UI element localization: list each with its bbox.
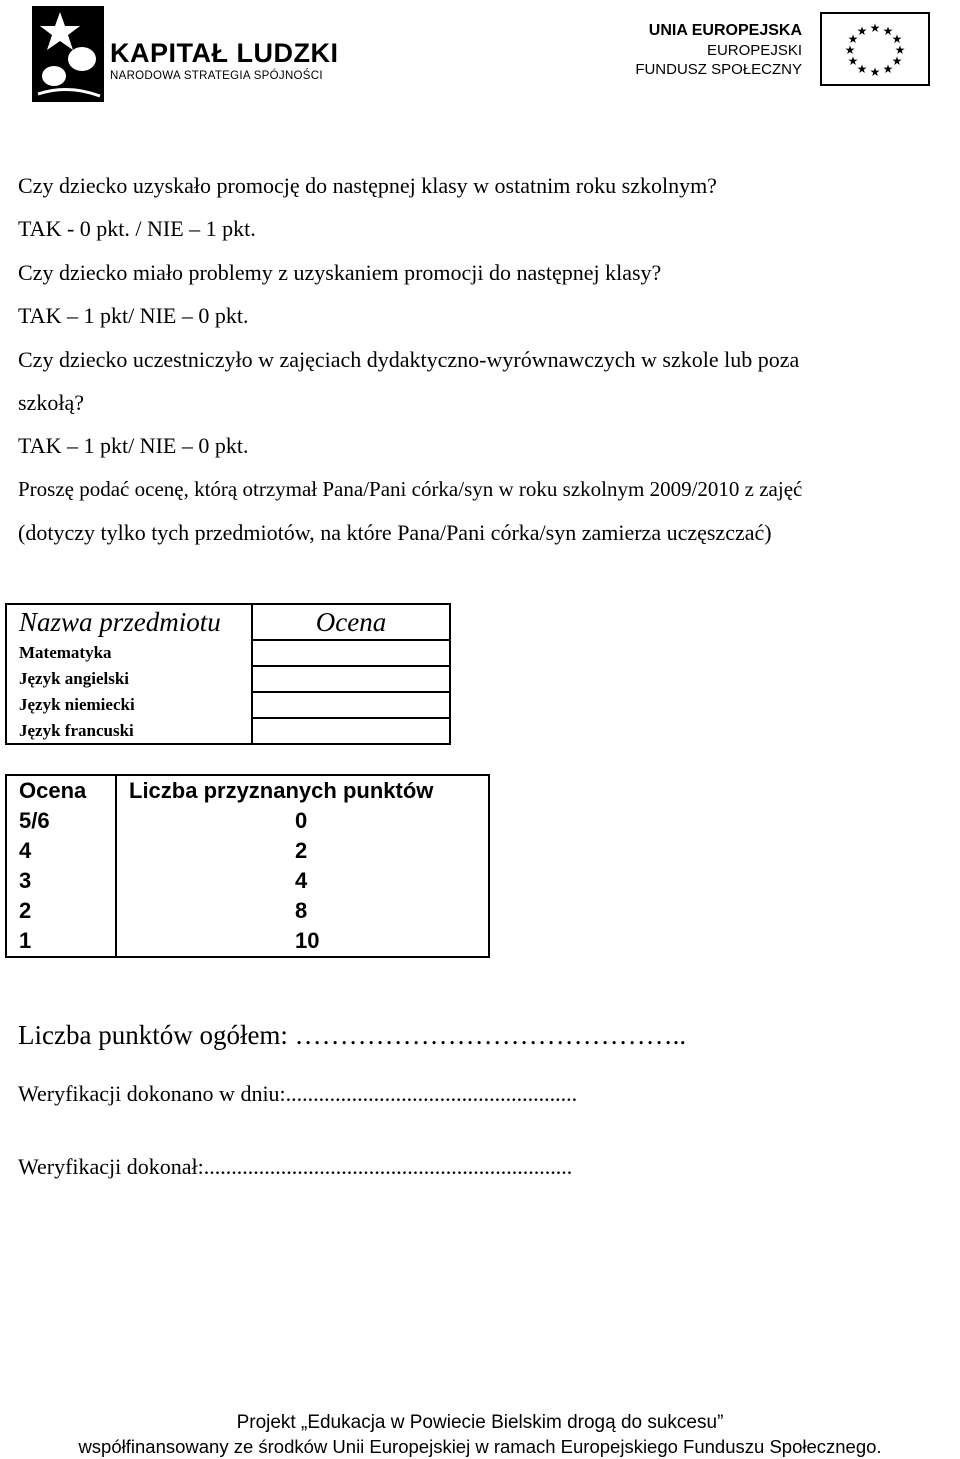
eu-line-3: FUNDUSZ SPOŁECZNY	[635, 61, 802, 78]
svg-text:★: ★	[869, 65, 881, 79]
grade-value: 4	[6, 836, 116, 866]
question-compensatory-classes: Czy dziecko uczestniczyło w zajęciach dydaktyczno-wyrównawczych w szkole lub poza	[18, 347, 800, 372]
kapital-ludzki-emblem-icon	[30, 4, 106, 104]
svg-text:★: ★	[891, 32, 903, 46]
points-value: 0	[116, 806, 489, 836]
kapital-ludzki-logo	[30, 4, 350, 104]
kapital-ludzki-title: KAPITAŁ LUDZKI	[110, 38, 339, 68]
svg-text:★: ★	[847, 32, 859, 46]
svg-text:★: ★	[856, 24, 868, 38]
verified-by-field[interactable]: Weryfikacji dokonał:...................................................................	[18, 1154, 573, 1179]
table-row	[6, 640, 450, 666]
points-value: 10	[116, 926, 489, 957]
footer-project-line: Projekt „Edukacja w Powiecie Bielskim drogą do sukcesu”	[236, 1412, 724, 1433]
table-row	[6, 666, 450, 692]
table-header-row	[6, 604, 450, 640]
subject-name: Język niemiecki	[6, 692, 252, 718]
question-promotion-problems: Czy dziecko miało problemy z uzyskaniem promocji do następnej klasy?	[18, 260, 662, 285]
table-row	[6, 866, 489, 896]
column-header-subject: Nazwa przedmiotu	[6, 604, 252, 640]
grade-cell[interactable]	[252, 692, 450, 718]
table-row	[6, 718, 450, 744]
svg-text:★: ★	[882, 24, 894, 38]
eu-logo	[635, 12, 930, 88]
table-row	[6, 692, 450, 718]
eu-flag-icon	[820, 12, 930, 86]
subject-name: Język angielski	[6, 666, 252, 692]
eu-line-1: UNIA EUROPEJSKA	[648, 22, 802, 39]
answer-promotion: TAK - 0 pkt. / NIE – 1 pkt.	[18, 216, 256, 241]
svg-text:★: ★	[844, 43, 856, 57]
subjects-table	[5, 603, 451, 745]
instruction-grades-note: (dotyczy tylko tych przedmiotów, na które Pana/Pani córka/syn zamierza uczęszczać)	[18, 520, 772, 545]
svg-text:★: ★	[891, 54, 903, 68]
svg-text:★: ★	[894, 43, 906, 57]
svg-text:★: ★	[882, 62, 894, 76]
points-value: 2	[116, 836, 489, 866]
answer-promotion-problems: TAK – 1 pkt/ NIE – 0 pkt.	[18, 303, 249, 328]
column-header-grade: Ocena	[6, 775, 116, 806]
column-header-points: Liczba przyznanych punktów	[116, 775, 489, 806]
subject-name: Język francuski	[6, 718, 252, 744]
grade-value: 1	[6, 926, 116, 957]
verification-date-field[interactable]: Weryfikacji dokonano w dniu:.....................................................	[18, 1081, 578, 1106]
points-value: 4	[116, 866, 489, 896]
table-row	[6, 836, 489, 866]
grade-cell[interactable]	[252, 718, 450, 744]
footer-funding-line: współfinansowany ze środków Unii Europejskiej w ramach Europejskiego Funduszu Społecznego.	[78, 1436, 882, 1457]
question-compensatory-classes-cont: szkołą?	[18, 390, 84, 415]
grade-cell[interactable]	[252, 666, 450, 692]
answer-compensatory-classes: TAK – 1 pkt/ NIE – 0 pkt.	[18, 433, 249, 458]
instruction-grades: Proszę podać ocenę, którą otrzymał Pana/Pani córka/syn w roku szkolnym 2009/2010 z zajęć	[18, 477, 803, 501]
table-header-row	[6, 775, 489, 806]
svg-text:★: ★	[847, 54, 859, 68]
table-row	[6, 896, 489, 926]
grade-value: 5/6	[6, 806, 116, 836]
table-row	[6, 806, 489, 836]
points-value: 8	[116, 896, 489, 926]
column-header-grade: Ocena	[252, 604, 450, 640]
question-promotion: Czy dziecko uzyskało promocję do następnej klasy w ostatnim roku szkolnym?	[18, 173, 717, 198]
grade-value: 2	[6, 896, 116, 926]
grade-value: 3	[6, 866, 116, 896]
subject-name: Matematyka	[6, 640, 252, 666]
points-table	[5, 774, 490, 958]
svg-text:★: ★	[856, 62, 868, 76]
table-row	[6, 926, 489, 957]
total-points-field[interactable]: Liczba punktów ogółem: ……………………………………..	[18, 1020, 687, 1050]
svg-text:★: ★	[869, 21, 881, 35]
kapital-ludzki-subtitle: NARODOWA STRATEGIA SPÓJNOŚCI	[110, 70, 323, 82]
grade-cell[interactable]	[252, 640, 450, 666]
eu-line-2: EUROPEJSKI	[706, 42, 802, 59]
